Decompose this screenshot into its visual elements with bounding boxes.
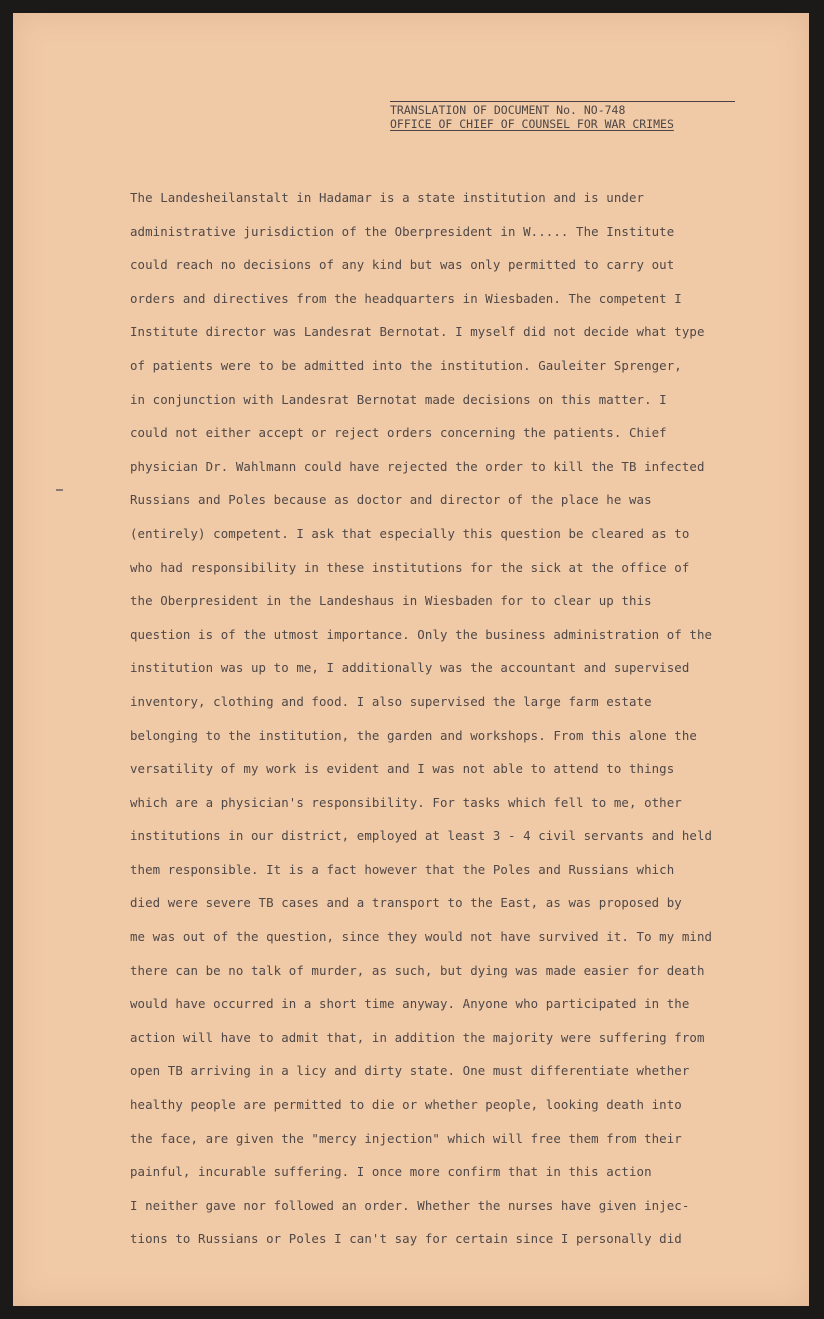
body-line: the Oberpresident in the Landeshaus in Wiesbaden for to clear up this bbox=[130, 593, 652, 609]
document-heading bbox=[390, 101, 735, 131]
body-line: would have occurred in a short time anyway. Anyone who participated in the bbox=[130, 996, 690, 1012]
translation-title: TRANSLATION OF DOCUMENT No. NO-748 bbox=[390, 103, 626, 117]
body-line: Institute director was Landesrat Bernotat. I myself did not decide what type bbox=[130, 324, 705, 340]
body-line: painful, incurable suffering. I once more confirm that in this action bbox=[130, 1164, 652, 1180]
margin-mark bbox=[56, 489, 63, 491]
body-line: open TB arriving in a licy and dirty state. One must differentiate whether bbox=[130, 1063, 690, 1079]
body-line: administrative jurisdiction of the Oberpresident in W..... The Institute bbox=[130, 223, 675, 239]
document-page bbox=[13, 13, 809, 1306]
body-line: Russians and Poles because as doctor and director of the place he was bbox=[130, 492, 652, 508]
body-line: in conjunction with Landesrat Bernotat made decisions on this matter. I bbox=[130, 391, 667, 407]
body-line: institution was up to me, I additionally was the accountant and supervised bbox=[130, 660, 690, 676]
body-line: who had responsibility in these institutions for the sick at the office of bbox=[130, 559, 690, 575]
body-line: of patients were to be admitted into the institution. Gauleiter Sprenger, bbox=[130, 357, 682, 373]
body-line: which are a physician's responsibility. For tasks which fell to me, other bbox=[130, 794, 682, 810]
body-line: the face, are given the "mercy injection" which will free them from their bbox=[130, 1130, 682, 1146]
body-line: could not either accept or reject orders concerning the patients. Chief bbox=[130, 425, 667, 441]
body-line: there can be no talk of murder, as such, but dying was made easier for death bbox=[130, 962, 705, 978]
office-title: OFFICE OF CHIEF OF COUNSEL FOR WAR CRIMES bbox=[390, 117, 674, 131]
body-line: question is of the utmost importance. Only the business administration of the bbox=[130, 626, 713, 642]
body-line: I neither gave nor followed an order. Whether the nurses have given injec- bbox=[130, 1197, 690, 1213]
body-line: healthy people are permitted to die or whether people, looking death into bbox=[130, 1097, 682, 1113]
body-line: orders and directives from the headquarters in Wiesbaden. The competent I bbox=[130, 290, 682, 306]
body-line: tions to Russians or Poles I can't say for certain since I personally did bbox=[130, 1231, 682, 1247]
body-line: died were severe TB cases and a transport to the East, as was proposed by bbox=[130, 895, 682, 911]
body-line: physician Dr. Wahlmann could have rejected the order to kill the TB infected bbox=[130, 458, 705, 474]
body-line: action will have to admit that, in addition the majority were suffering from bbox=[130, 1029, 705, 1045]
body-line: versatility of my work is evident and I was not able to attend to things bbox=[130, 761, 675, 777]
document-body bbox=[130, 187, 785, 1262]
body-line: could reach no decisions of any kind but was only permitted to carry out bbox=[130, 257, 675, 273]
body-line: inventory, clothing and food. I also supervised the large farm estate bbox=[130, 693, 652, 709]
body-line: me was out of the question, since they would not have survived it. To my mind bbox=[130, 929, 713, 945]
body-line: (entirely) competent. I ask that especially this question be cleared as to bbox=[130, 525, 690, 541]
body-line: belonging to the institution, the garden and workshops. From this alone the bbox=[130, 727, 697, 743]
body-line: The Landesheilanstalt in Hadamar is a state institution and is under bbox=[130, 190, 645, 205]
body-line: them responsible. It is a fact however that the Poles and Russians which bbox=[130, 861, 675, 877]
body-line: institutions in our district, employed at least 3 - 4 civil servants and held bbox=[130, 828, 713, 844]
